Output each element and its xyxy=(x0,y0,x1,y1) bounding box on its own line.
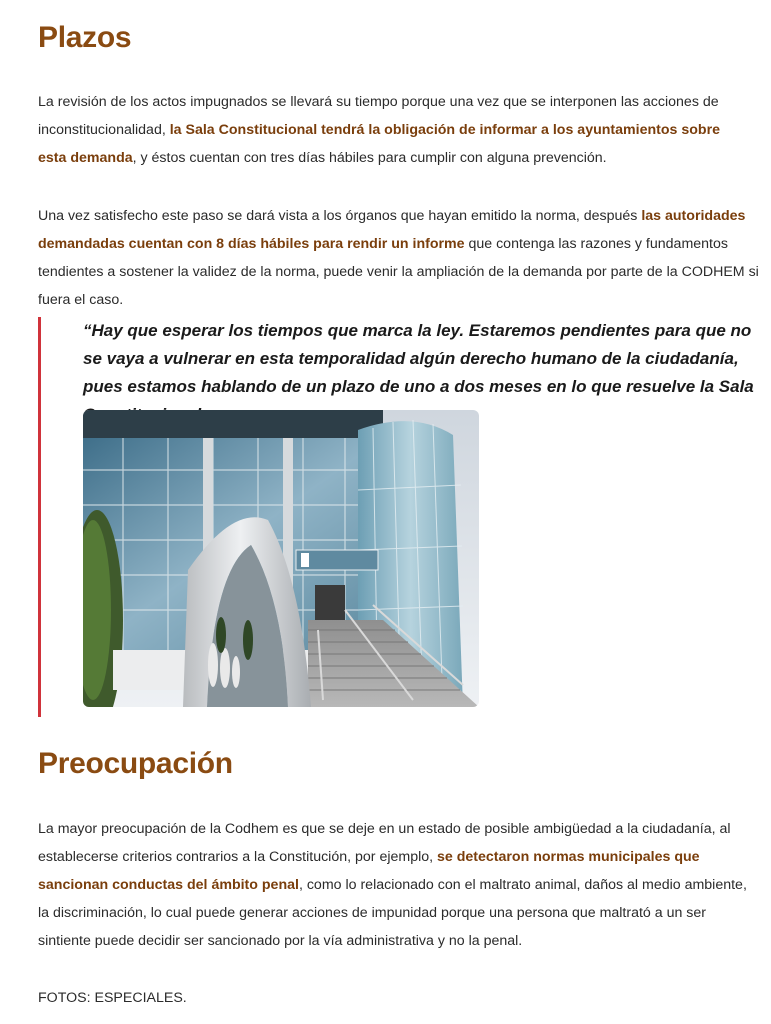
building-photo xyxy=(83,410,479,707)
paragraph-plazos-1 xyxy=(38,88,750,172)
highlighted-text: se detectaron normas municipales que sancionan conductas del ámbito penal xyxy=(38,849,700,893)
section-heading-preocupacion: Preocupación xyxy=(38,747,233,780)
paragraph-text: , y éstos cuentan con tres días hábiles para cumplir con alguna prevención. xyxy=(132,150,607,166)
paragraph-text: , como lo relacionado con el maltrato animal, daños al medio ambiente, la discriminación, lo cual puede generar acciones de impunidad porque una persona que maltrató a un ser sintiente puede decidir ser sancionado por la vía administrativa y no la penal. xyxy=(38,877,747,949)
paragraph-plazos-2 xyxy=(38,202,760,314)
photo-credits: FOTOS: ESPECIALES. xyxy=(38,990,187,1006)
quote-text: “Hay que esperar los tiempos que marca la ley. Estaremos pendientes para que no se vaya a vulnerar en esta temporalidad algún derecho humano de la ciudadanía, pues estamos hablando de un plazo de uno a dos meses en lo que resuelve la Sala xyxy=(83,321,754,396)
paragraph-text: La revisión de los actos impugnados se llevará su tiempo porque una vez que se interponen las acciones de inconstitucionalidad, xyxy=(38,94,719,138)
highlighted-text: las autoridades demandadas cuentan con 8 días hábiles para rendir un informe xyxy=(38,208,746,252)
paragraph-text: Una vez satisfecho este paso se dará vista a los órganos que hayan emitido la norma, después xyxy=(38,208,642,224)
highlighted-text: la Sala Constitucional tendrá la obligación de informar a los ayuntamientos sobre esta demanda xyxy=(38,122,720,166)
paragraph-text: que contenga las razones y fundamentos tendientes a sostener la validez de la norma, puede venir la ampliación de la demanda por parte de la CODHEM si fuera el caso. xyxy=(38,236,759,308)
blockquote xyxy=(38,317,763,717)
paragraph-preocupacion xyxy=(38,815,760,955)
section-heading-plazos: Plazos xyxy=(38,21,132,54)
paragraph-text: La mayor preocupación de la Codhem es que se deje en un estado de posible ambigüedad a la ciudadanía, al establecerse criterios contrarios a la Constitución, por ejemplo, xyxy=(38,821,731,865)
